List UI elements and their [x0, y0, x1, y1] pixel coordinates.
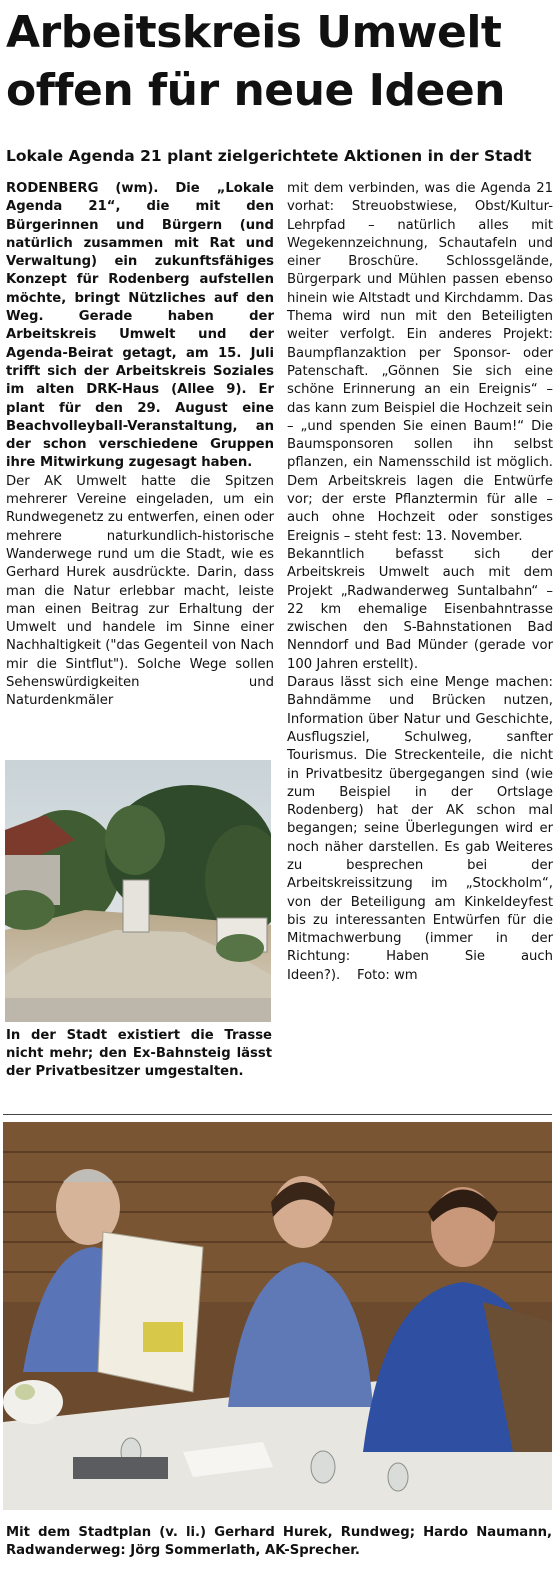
- photo-credit: Foto: wm: [356, 967, 418, 983]
- headline: [6, 4, 554, 120]
- subheadline: Lokale Agenda 21 plant zielgerichtete Aktionen in der Stadt: [6, 147, 532, 165]
- caption-group-photo: Mit dem Stadtplan (v. li.) Gerhard Hurek, Rundweg; Hardo Naumann, Radwanderweg: Jörg Sommerlath, AK-Sprecher.: [6, 1525, 552, 1558]
- separator-rule: [3, 1114, 552, 1115]
- article-column-right: [287, 180, 553, 985]
- body-paragraph-1-part-b: mit dem verbinden, was die Agenda 21 vorhat: Streuobstwiese, Obst/Kultur-Lehrpfad – natürlich alles mit Wegekennzeichnung, Schautafeln und einer Broschüre. Schlossgelände, Bürgerpark und Mühlen passen ebenso hinein wie Altstadt und Kirchdamm. Das Thema wird nun mit den Beteiligten weiter verfolgt. Ein anderes Projekt: Baumpflanzaktion per Sponsor- oder Patenschaft. „Gönnen Sie sich eine schöne Erinnerung an ein Ereignis“ – das kann zum Beispiel die Hochzeit sein – „und spenden Sie einen Baum!“ Die Baumsponsoren sollen ihn selbst pflanzen, ein Namensschild ist möglich. Dem Arbeitskreis lagen die Entwürfe vor; der erste Pflanztermin für alle – auch ohne Hochzeit oder sonstiges Ereignis – steht fest: 13. November.: [287, 181, 553, 544]
- body-paragraph-1-part-a: Der AK Umwelt hatte die Spitzen mehrerer Vereine eingeladen, um ein Rundwegenetz zu entwerfen, einen oder mehrere naturkundlich-historische Wanderwege rund um die Stadt, wie es Gerhard Hurek ausdrückte. Darin, dass man die Natur erlebbar macht, leiste man einen Beitrag zur Erhaltung der Umwelt und handele im Sinne einer Nachhaltigkeit ("das Gegenteil von Nach mir die Sintflut"). Solche Wege sollen Sehenswürdigkeiten und Naturdenkmäler: [6, 473, 274, 709]
- lead-text: Die „Lokale Agenda 21“, die mit den Bürgerinnen und Bürgern (und natürlich zusammen mit Rat und Verwaltung) ein zukunftsfähiges Konzept für Rodenberg aufstellen möchte, bringt Nützliches auf den Weg. Gerade haben der Arbeitskreis Umwelt und der Agenda-Beirat getagt, am 15. Juli trifft sich der Arbeitskreis Soziales im alten DRK-Haus (Allee 9). Er plant für den 29. August eine Beachvolleyball-Veranstaltung, an der schon verschiedene Gruppen ihre Mitwirkung zugesagt haben.: [6, 181, 274, 471]
- dateline: RODENBERG (wm).: [6, 181, 159, 196]
- lead-paragraph: [6, 180, 274, 473]
- caption-trasse-photo: In der Stadt existiert die Trasse nicht mehr; den Ex-Bahnsteig lässt der Privatbesitzer umgestalten.: [6, 1028, 272, 1079]
- body-paragraph-3: [287, 674, 553, 985]
- trasse-photo: [5, 760, 271, 1022]
- headline-line-2: offen für neue Ideen: [6, 65, 506, 116]
- body-paragraph-3-text: Daraus lässt sich eine Menge machen: Bahndämme und Brücken nutzen, Information über Natur und Geschichte, Ausflugsziel, Schulweg, sanfter Tourismus. Die Streckenteile, die nicht in Privatbesitz übergegangen sind (wie zum Beispiel in der Ortslage Rodenberg) hat der AK schon mal begangen; seine Überlegungen wird er noch näher darstellen. Es gab Weiteres zu besprechen bei der Arbeitskreissitzung im „Stockholm“, von der Beteiligung am Kinkeldeyfest bis zu interessanten Entwürfen für die Mitmachwerbung (immer in der Richtung: Haben Sie auch Ideen?).: [287, 675, 553, 983]
- headline-line-1: Arbeitskreis Umwelt: [6, 7, 502, 58]
- article-column-left: [6, 180, 274, 711]
- group-photo: [3, 1122, 552, 1510]
- body-paragraph-2: Bekanntlich befasst sich der Arbeitskreis Umwelt auch mit dem Projekt „Radwanderweg Suntalbahn“ – 22 km ehemalige Eisenbahntrasse zwischen den S-Bahnstationen Bad Nenndorf und Bad Münder (gerade vor 100 Jahren erstellt).: [287, 546, 553, 672]
